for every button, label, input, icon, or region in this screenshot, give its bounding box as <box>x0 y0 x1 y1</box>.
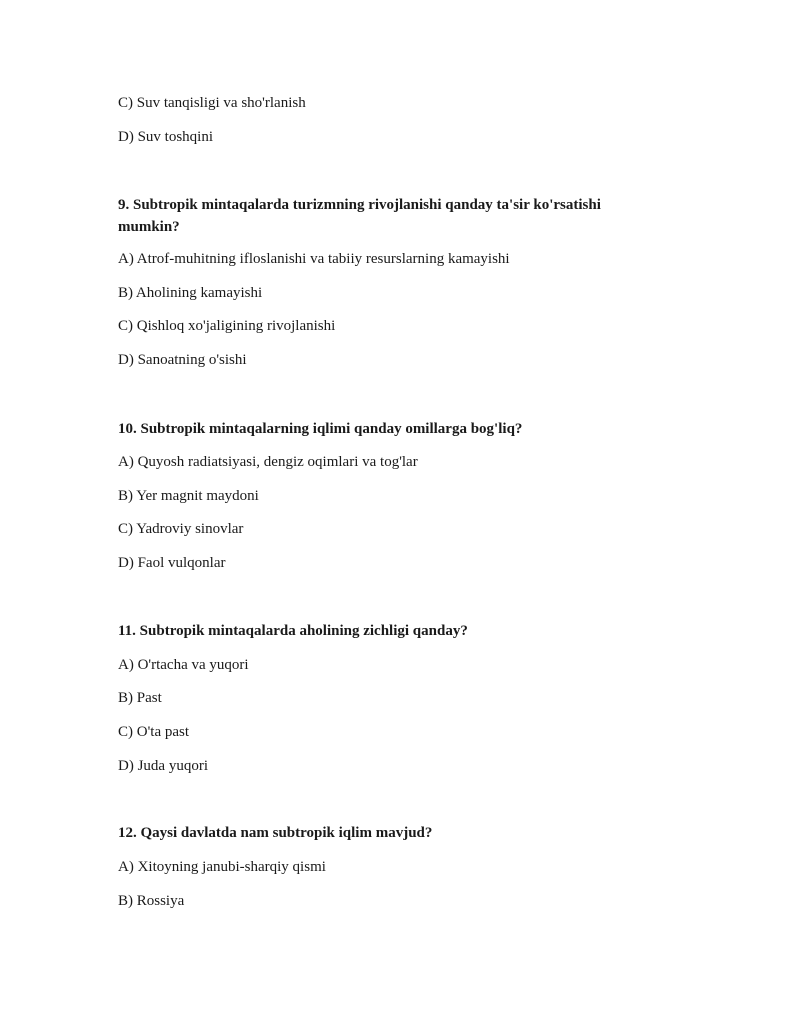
question-11-option-a: A) O'rtacha va yuqori <box>118 657 249 673</box>
question-11-option-c: C) O'ta past <box>118 724 190 740</box>
question-12-option-b: B) Rossiya <box>118 893 185 909</box>
option-d: D) Suv toshqini <box>118 129 214 145</box>
question-9: 9. Subtropik mintaqalarda turizmning rivojlanishi qanday ta'sir ko'rsatishi mumkin? <box>118 197 601 235</box>
question-10: 10. Subtropik mintaqalarning iqlimi qanday omillarga bog'liq? <box>118 421 523 437</box>
question-10-option-b: B) Yer magnit maydoni <box>118 488 259 504</box>
question-9-option-b: B) Aholining kamayishi <box>118 285 263 301</box>
question-11: 11. Subtropik mintaqalarda aholining zichligi qanday? <box>118 623 468 639</box>
document-page <box>118 0 678 1035</box>
question-11-option-b: B) Past <box>118 690 162 706</box>
question-9-option-c: C) Qishloq xo'jaligining rivojlanishi <box>118 318 336 334</box>
question-11-option-d: D) Juda yuqori <box>118 758 208 774</box>
question-10-option-d: D) Faol vulqonlar <box>118 555 226 571</box>
question-12: 12. Qaysi davlatda nam subtropik iqlim mavjud? <box>118 825 433 841</box>
option-c: C) Suv tanqisligi va sho'rlanish <box>118 95 306 111</box>
question-10-option-a: A) Quyosh radiatsiyasi, dengiz oqimlari va tog'lar <box>118 454 418 470</box>
question-12-option-a: A) Xitoyning janubi-sharqiy qismi <box>118 859 326 875</box>
question-9-option-d: D) Sanoatning o'sishi <box>118 352 247 368</box>
question-9-option-a: A) Atrof-muhitning ifloslanishi va tabiiy resurslarning kamayishi <box>118 251 510 267</box>
question-10-option-c: C) Yadroviy sinovlar <box>118 521 244 537</box>
